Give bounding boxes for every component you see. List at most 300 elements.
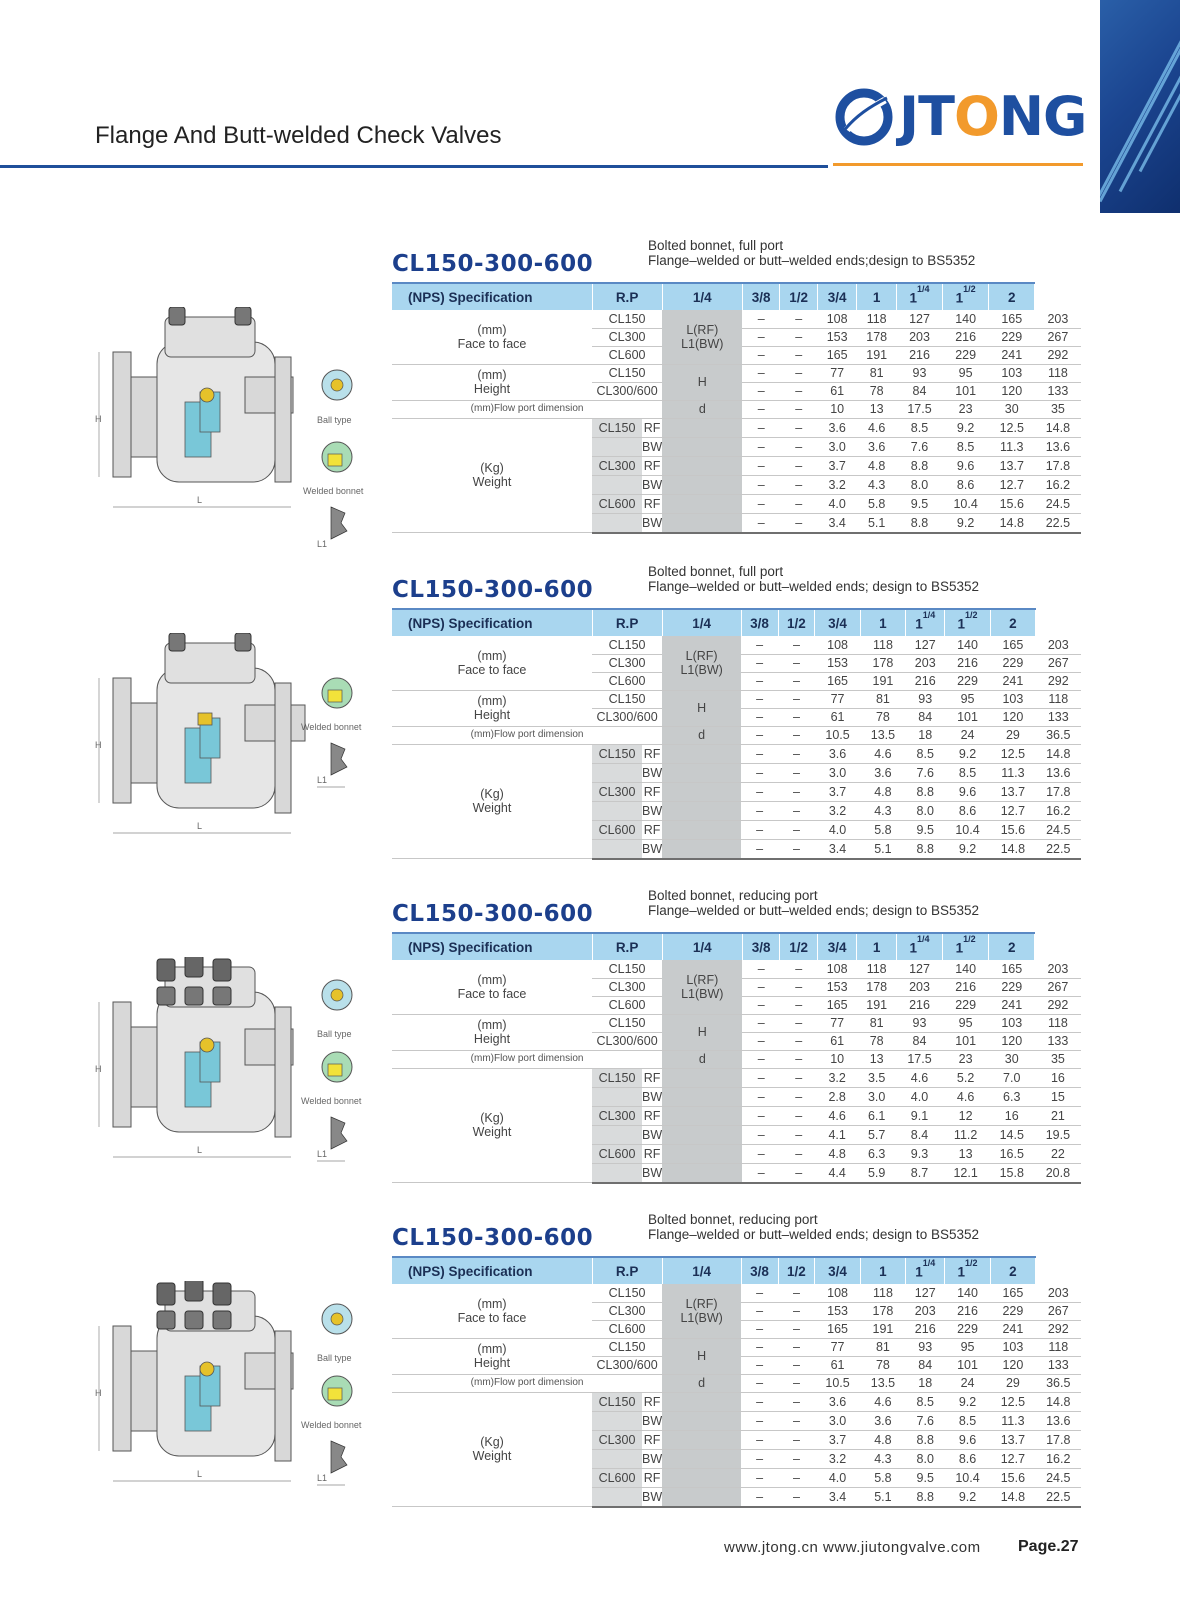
weight-class-label	[592, 1450, 642, 1468]
cell-value: 10.5	[815, 726, 860, 744]
cell-value: 103	[989, 1014, 1035, 1032]
class-label	[592, 1468, 662, 1487]
cell-quarter: –	[742, 310, 779, 328]
cell-value: 14.8	[1036, 744, 1081, 763]
cell-value: 101	[945, 1356, 990, 1374]
cell-quarter: –	[742, 996, 779, 1014]
cell-value: 12.5	[990, 744, 1035, 763]
rp-weight	[662, 1125, 742, 1144]
rp-weight	[662, 437, 742, 456]
end-type-label: BW	[642, 1451, 663, 1466]
class-label	[592, 782, 662, 801]
cell-value: 3.5	[857, 1068, 897, 1087]
cell-quarter: –	[742, 418, 779, 437]
class-subcell	[592, 1088, 662, 1106]
ball-type-caption: Ball type	[317, 1029, 352, 1039]
class-subcell	[592, 495, 662, 513]
cell-three-eighths: –	[778, 672, 815, 690]
cell-quarter: –	[741, 726, 778, 744]
welded-bonnet-caption: Welded bonnet	[301, 722, 362, 732]
cell-value: 229	[989, 978, 1035, 996]
cell-value: 118	[1036, 1338, 1081, 1356]
cell-value: 5.8	[857, 494, 897, 513]
cell-value: 229	[990, 1302, 1035, 1320]
cell-value: 229	[945, 1320, 990, 1338]
cell-value: 8.7	[896, 1163, 942, 1183]
column-header: 1	[860, 609, 905, 636]
cell-value: 8.8	[906, 839, 945, 859]
class-label: CL600	[592, 346, 662, 364]
cell-value: 153	[817, 328, 857, 346]
cell-value: 292	[1035, 346, 1081, 364]
cell-value: 8.8	[906, 782, 945, 801]
cell-value: 7.6	[906, 1411, 945, 1430]
row-label: Height	[473, 1356, 511, 1370]
welded-bonnet-caption: Welded bonnet	[303, 486, 364, 496]
label-flow-port: (mm)Flow port dimension	[392, 726, 662, 744]
class-subcell	[592, 1431, 662, 1449]
cell-value: 13	[943, 1144, 989, 1163]
rp-weight	[662, 801, 741, 820]
cell-value: 165	[990, 636, 1035, 654]
cell-value: 16.5	[989, 1144, 1035, 1163]
cell-value: 118	[860, 636, 905, 654]
class-label: CL150	[592, 1338, 662, 1356]
class-subcell	[592, 1393, 662, 1411]
cell-value: 7.6	[906, 763, 945, 782]
class-label	[592, 1163, 662, 1183]
cell-value: 4.1	[817, 1125, 857, 1144]
dim-label-l1: L1	[317, 1149, 328, 1159]
cell-quarter: –	[742, 1163, 779, 1183]
end-type-label: RF	[643, 1394, 661, 1409]
cell-value: 29	[990, 726, 1035, 744]
column-header: 1/2	[778, 609, 815, 636]
cell-value: 10.5	[815, 1374, 860, 1392]
cell-value: 3.2	[815, 801, 860, 820]
cell-quarter: –	[742, 400, 779, 418]
section-title: CL150-300-600	[392, 577, 594, 603]
column-header: (NPS) Specification	[392, 1257, 592, 1284]
class-subcell	[592, 476, 662, 494]
cell-value: 108	[815, 636, 860, 654]
cell-value: 16	[1035, 1068, 1081, 1087]
cell-value: 13.5	[860, 1374, 905, 1392]
cell-value: 118	[857, 310, 897, 328]
column-header: $1^{1/2}$	[945, 1257, 990, 1284]
description-line: Flange–welded or butt–welded ends; design to BS5352	[648, 903, 979, 918]
weight-class-label	[592, 476, 642, 494]
cell-value: 153	[815, 1302, 860, 1320]
cell-three-eighths: –	[778, 1302, 815, 1320]
cell-value: 127	[896, 310, 942, 328]
cell-value: 216	[943, 328, 989, 346]
section-description	[648, 564, 979, 594]
cell-value: 5.7	[857, 1125, 897, 1144]
cell-value: 120	[989, 382, 1035, 400]
ball-type-caption: Ball type	[317, 1353, 352, 1363]
class-label	[592, 1449, 662, 1468]
weight-class-label: CL300	[592, 783, 642, 801]
cell-value: 4.0	[815, 820, 860, 839]
rp-weight	[662, 1392, 741, 1411]
rp-weight	[662, 1411, 741, 1430]
cell-value: 23	[943, 1050, 989, 1068]
cell-three-eighths: –	[780, 400, 817, 418]
cell-value: 16	[989, 1106, 1035, 1125]
cell-value: 13.6	[1035, 437, 1081, 456]
cell-value: 10.4	[945, 1468, 990, 1487]
label-height	[392, 1014, 592, 1050]
class-subcell	[592, 802, 662, 820]
cell-value: 12.7	[990, 1449, 1035, 1468]
rp-flow-port: d	[662, 1374, 741, 1392]
cell-three-eighths: –	[780, 1032, 817, 1050]
cell-value: 5.1	[857, 513, 897, 533]
cell-three-eighths: –	[778, 1392, 815, 1411]
cell-value: 267	[1035, 328, 1081, 346]
cell-value: 11.3	[989, 437, 1035, 456]
rp-weight	[662, 475, 742, 494]
cell-quarter: –	[741, 1356, 778, 1374]
header-rule-orange	[833, 163, 1083, 166]
rp-face-to-face	[662, 960, 742, 1014]
cell-three-eighths: –	[780, 1014, 817, 1032]
dim-label-l: L	[197, 1469, 203, 1479]
label-weight	[392, 1068, 592, 1183]
cell-value: 216	[943, 978, 989, 996]
class-subcell	[592, 1069, 662, 1087]
unit-label: (mm)	[477, 694, 507, 708]
cell-value: 4.8	[857, 456, 897, 475]
description-line: Flange–welded or butt–welded ends;design to BS5352	[648, 253, 976, 268]
rp-weight	[662, 839, 741, 859]
section-title: CL150-300-600	[392, 901, 594, 927]
rp-label: L1(BW)	[680, 662, 723, 677]
cell-value: 18	[906, 1374, 945, 1392]
rp-label: L1(BW)	[681, 336, 724, 351]
cell-value: 3.0	[815, 1411, 860, 1430]
cell-three-eighths: –	[778, 1411, 815, 1430]
cell-value: 9.5	[896, 494, 942, 513]
row-label: Face to face	[457, 662, 527, 677]
rp-weight	[662, 1449, 741, 1468]
cell-value: 8.0	[896, 475, 942, 494]
cell-three-eighths: –	[778, 1320, 815, 1338]
end-type-label: BW	[642, 1413, 663, 1428]
class-label: CL150	[592, 636, 662, 654]
cell-value: 16.2	[1036, 1449, 1081, 1468]
rp-label: L(RF)	[686, 322, 719, 337]
cell-value: 178	[860, 654, 905, 672]
rp-label: L(RF)	[685, 648, 718, 663]
weight-class-label: CL150	[592, 745, 642, 763]
cell-quarter: –	[741, 1430, 778, 1449]
dim-label-l1: L1	[317, 1473, 328, 1483]
cell-three-eighths: –	[780, 310, 817, 328]
cell-quarter: –	[741, 1487, 778, 1507]
dim-label-l: L	[197, 495, 203, 505]
description-line: Flange–welded or butt–welded ends; design to BS5352	[648, 1227, 979, 1242]
cell-value: 4.0	[815, 1468, 860, 1487]
cell-value: 3.6	[860, 1411, 905, 1430]
cell-quarter: –	[742, 475, 779, 494]
footer-links[interactable]: www.jtong.cn www.jiutongvalve.com	[724, 1539, 981, 1556]
unit-label: (mm)	[477, 972, 507, 987]
end-type-label: RF	[643, 1470, 661, 1485]
cell-value: 140	[943, 310, 989, 328]
row-label: Weight	[472, 1125, 512, 1140]
cell-three-eighths: –	[778, 744, 815, 763]
cell-three-eighths: –	[780, 418, 817, 437]
end-type-label: RF	[643, 1146, 661, 1161]
cell-value: 11.3	[990, 1411, 1035, 1430]
class-label	[592, 513, 662, 533]
cell-value: 5.8	[860, 820, 905, 839]
end-type-label: RF	[643, 496, 661, 511]
class-subcell	[592, 514, 662, 532]
page-title: Flange And Butt-welded Check Valves	[95, 122, 502, 149]
valve-drawing	[95, 1281, 385, 1526]
valve-drawing	[95, 307, 385, 552]
cell-value: 13.7	[989, 456, 1035, 475]
cell-value: 140	[945, 636, 990, 654]
table-header-row	[392, 283, 1081, 310]
class-label: CL600	[592, 1320, 662, 1338]
label-flow-port: (mm)Flow port dimension	[392, 1050, 662, 1068]
cell-quarter: –	[742, 513, 779, 533]
cell-value: 241	[990, 1320, 1035, 1338]
cell-value: 77	[815, 1338, 860, 1356]
class-label	[592, 1125, 662, 1144]
cell-value: 4.0	[896, 1087, 942, 1106]
cell-value: 8.8	[896, 513, 942, 533]
cell-value: 191	[857, 346, 897, 364]
cell-value: 9.2	[943, 513, 989, 533]
cell-value: 203	[1035, 310, 1081, 328]
cell-quarter: –	[742, 960, 779, 978]
cell-value: 165	[815, 1320, 860, 1338]
cell-quarter: –	[742, 978, 779, 996]
class-subcell	[592, 1488, 662, 1506]
cell-value: 8.8	[896, 456, 942, 475]
cell-value: 13.7	[990, 1430, 1035, 1449]
column-header: 3/4	[817, 933, 857, 960]
cell-three-eighths: –	[780, 1087, 817, 1106]
cell-three-eighths: –	[778, 1487, 815, 1507]
cell-value: 95	[943, 1014, 989, 1032]
cell-value: 3.4	[815, 839, 860, 859]
cell-value: 108	[815, 1284, 860, 1302]
class-label: CL150	[592, 1014, 662, 1032]
cell-quarter: –	[742, 1032, 779, 1050]
cell-value: 23	[943, 400, 989, 418]
label-face-to-face	[392, 1284, 592, 1338]
cell-value: 93	[906, 1338, 945, 1356]
weight-class-label: CL600	[592, 1145, 642, 1163]
cell-value: 229	[989, 328, 1035, 346]
cell-value: 4.6	[860, 1392, 905, 1411]
section-title: CL150-300-600	[392, 1225, 594, 1251]
class-label	[592, 437, 662, 456]
cell-value: 4.6	[943, 1087, 989, 1106]
class-subcell	[592, 1107, 662, 1125]
label-weight	[392, 1392, 592, 1507]
class-label	[592, 1392, 662, 1411]
class-label	[592, 1106, 662, 1125]
rp-weight	[662, 1144, 742, 1163]
cell-value: 3.6	[817, 418, 857, 437]
cell-value: 95	[943, 364, 989, 382]
cell-value: 22.5	[1036, 839, 1081, 859]
cell-quarter: –	[742, 1087, 779, 1106]
cell-value: 3.4	[815, 1487, 860, 1507]
class-label: CL300/600	[592, 1032, 662, 1050]
cell-value: 133	[1035, 382, 1081, 400]
weight-class-label	[592, 840, 642, 858]
table-row	[392, 960, 1081, 978]
cell-value: 14.5	[989, 1125, 1035, 1144]
cell-value: 133	[1036, 1356, 1081, 1374]
cell-value: 5.1	[860, 1487, 905, 1507]
column-header: (NPS) Specification	[392, 283, 592, 310]
rp-weight	[662, 744, 741, 763]
end-type-label: RF	[643, 746, 661, 761]
cell-value: 165	[990, 1284, 1035, 1302]
cell-quarter: –	[742, 346, 779, 364]
cell-value: 17.8	[1036, 1430, 1081, 1449]
cell-value: 61	[817, 382, 857, 400]
label-weight	[392, 418, 592, 533]
cell-value: 229	[943, 346, 989, 364]
cell-value: 17.5	[896, 400, 942, 418]
cell-value: 24	[945, 726, 990, 744]
end-type-label: BW	[642, 803, 663, 818]
cell-value: 203	[1036, 636, 1081, 654]
cell-three-eighths: –	[778, 839, 815, 859]
spec-table	[392, 932, 1081, 1184]
cell-value: 9.2	[945, 839, 990, 859]
spec-table	[392, 608, 1081, 860]
cell-value: 9.1	[896, 1106, 942, 1125]
weight-class-label: CL600	[592, 1469, 642, 1487]
column-header: 3/4	[815, 609, 860, 636]
weight-class-label	[592, 1488, 642, 1506]
cell-three-eighths: –	[778, 636, 815, 654]
cell-quarter: –	[741, 654, 778, 672]
rp-height: H	[662, 690, 741, 726]
cell-three-eighths: –	[778, 708, 815, 726]
dim-label-l: L	[197, 1145, 203, 1155]
cell-value: 8.5	[943, 437, 989, 456]
cell-value: 191	[857, 996, 897, 1014]
cell-value: 15.6	[990, 1468, 1035, 1487]
cell-value: 22	[1035, 1144, 1081, 1163]
cell-value: 9.6	[945, 782, 990, 801]
cell-quarter: –	[741, 1449, 778, 1468]
class-label	[592, 1087, 662, 1106]
cell-value: 24.5	[1036, 1468, 1081, 1487]
cell-quarter: –	[742, 1125, 779, 1144]
column-header: 1/2	[780, 283, 817, 310]
cell-value: 4.6	[860, 744, 905, 763]
welded-bonnet-caption: Welded bonnet	[301, 1096, 362, 1106]
cell-value: 101	[945, 708, 990, 726]
cell-value: 292	[1035, 996, 1081, 1014]
section-description	[648, 238, 975, 268]
cell-value: 4.6	[857, 418, 897, 437]
cell-value: 120	[990, 1356, 1035, 1374]
table-row	[392, 744, 1081, 763]
rp-weight	[662, 1468, 741, 1487]
cell-value: 9.6	[943, 456, 989, 475]
rp-weight	[662, 1106, 742, 1125]
spec-table	[392, 282, 1081, 534]
cell-value: 29	[990, 1374, 1035, 1392]
rp-weight	[662, 782, 741, 801]
cell-value: 140	[945, 1284, 990, 1302]
dim-label-h: H	[95, 1064, 102, 1074]
cell-value: 84	[896, 382, 942, 400]
cell-value: 15.8	[989, 1163, 1035, 1183]
class-label	[592, 418, 662, 437]
column-header: 3/8	[742, 283, 779, 310]
cell-value: 229	[945, 672, 990, 690]
end-type-label: RF	[643, 1432, 661, 1447]
cell-value: 5.9	[857, 1163, 897, 1183]
cell-three-eighths: –	[778, 1284, 815, 1302]
cell-value: 120	[990, 708, 1035, 726]
weight-class-label: CL150	[592, 1393, 642, 1411]
cell-value: 84	[896, 1032, 942, 1050]
cell-value: 11.2	[943, 1125, 989, 1144]
cell-value: 11.3	[990, 763, 1035, 782]
rp-label: L(RF)	[686, 972, 719, 987]
column-header: $1^{1/2}$	[945, 609, 990, 636]
cell-value: 127	[906, 1284, 945, 1302]
cell-value: 81	[857, 1014, 897, 1032]
end-type-label: BW	[642, 765, 663, 780]
spec-table	[392, 1256, 1081, 1508]
unit-label: (Kg)	[480, 787, 504, 802]
column-header: $1^{1/4}$	[906, 609, 945, 636]
cell-value: 2.8	[817, 1087, 857, 1106]
section-description	[648, 1212, 979, 1242]
label-height	[392, 364, 592, 400]
cell-value: 267	[1036, 1302, 1081, 1320]
cell-value: 203	[896, 328, 942, 346]
cell-value: 5.2	[943, 1068, 989, 1087]
cell-quarter: –	[741, 1338, 778, 1356]
cell-value: 8.0	[906, 801, 945, 820]
cell-value: 203	[896, 978, 942, 996]
cell-value: 95	[945, 1338, 990, 1356]
label-height	[392, 1338, 592, 1374]
table-row	[392, 418, 1081, 437]
cell-three-eighths: –	[780, 346, 817, 364]
cell-quarter: –	[742, 364, 779, 382]
unit-label: (Kg)	[480, 461, 504, 476]
cell-value: 17.5	[896, 1050, 942, 1068]
cell-three-eighths: –	[778, 782, 815, 801]
cell-value: 77	[817, 1014, 857, 1032]
class-subcell	[592, 1145, 662, 1163]
cell-value: 3.6	[815, 744, 860, 763]
cell-quarter: –	[741, 672, 778, 690]
cell-quarter: –	[741, 763, 778, 782]
table-row	[392, 310, 1081, 328]
cell-value: 4.3	[860, 1449, 905, 1468]
